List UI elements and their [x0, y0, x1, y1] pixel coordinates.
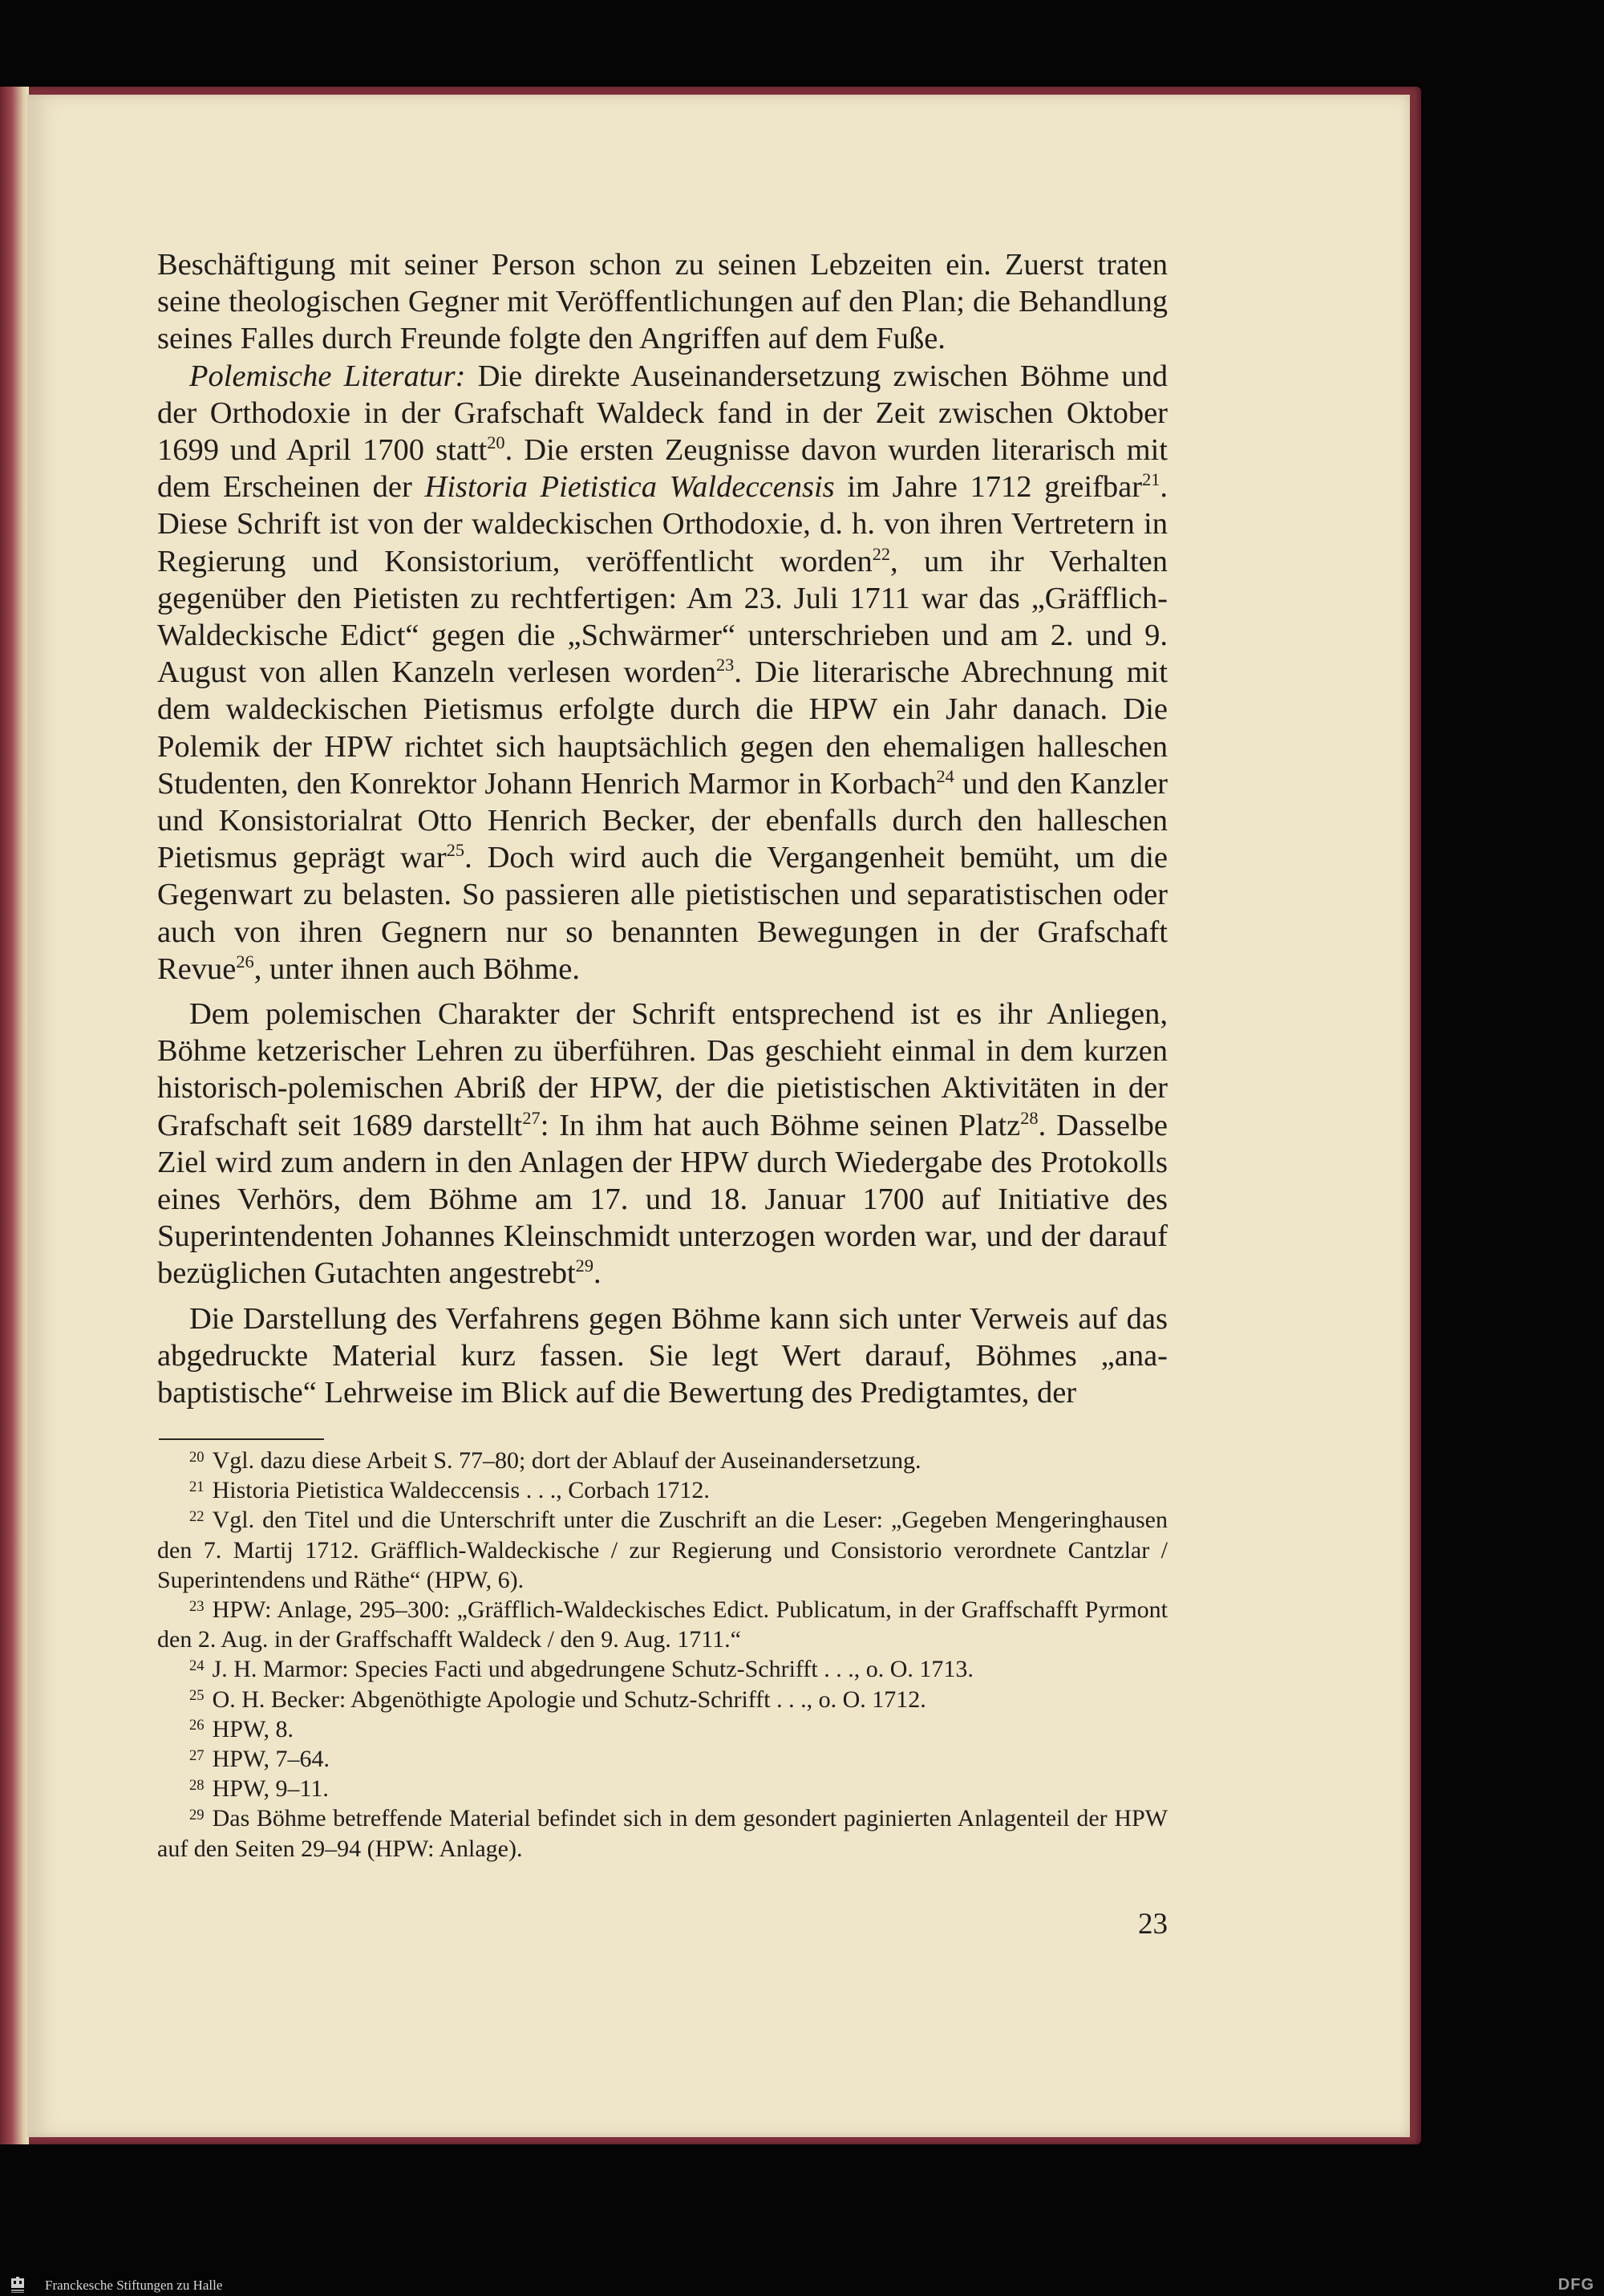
footnote-24 [157, 1654, 1168, 1684]
francke-foundations-logo-icon[interactable] [10, 2277, 26, 2294]
footnote-ref-21[interactable]: 21 [1142, 469, 1160, 490]
footnote-text: Vgl. den Titel und die Unterschrift unter die Zuschrift an die Leser: „Gegeben Mengeringhausen den 7. Martij 1712. Gräfflich-Waldeckische / zur Regierung und Consistorio verordnete Cantzlar / Superintendens und Räthe“ (HPW, 6). [157, 1507, 1168, 1593]
footnote-ref-27[interactable]: 27 [522, 1107, 541, 1128]
footnote-29 [157, 1803, 1168, 1863]
paragraph-4-text: Die Darstellung des Verfahrens gegen Böhme kann sich unter Verweis auf das abgedruckte Material kurz fassen. Sie legt Wert darauf, Böhmes „anabaptistische“ Lehrweise im Blick auf die Bewertung des Predigtamtes, der [157, 1301, 1168, 1410]
footnote-number: 24 [189, 1657, 205, 1675]
footnote-text: Historia Pietistica Waldeccensis . . ., Corbach 1712. [212, 1477, 710, 1504]
paragraph-2-text: . Die ersten Zeugnisse davon wurden literarisch mit dem Erscheinen der [157, 433, 1169, 505]
paragraph-2-text: . Diese Schrift ist von der waldeckischen Orthodoxie, d. h. von ihren Vertretern in Regierung und Konsistorium, veröffentlicht worden [157, 470, 1169, 578]
footnote-text: J. H. Marmor: Species Facti und abgedrungene Schutz-Schrifft . . ., o. O. 1713. [212, 1656, 974, 1683]
footnote-number: 22 [189, 1508, 205, 1526]
footnote-number: 26 [189, 1717, 205, 1734]
paragraph-3-text: . Dasselbe Ziel wird zum andern in den Anlagen der HPW durch Wiedergabe des Protokolls eines Verhörs, dem Böhme am 17. und 18. Januar 1700 auf Initiative des Superintendenten Johannes Kleinschmidt unterzogen worden war, und der darauf bezüglichen Gutachten angestrebt [157, 1108, 1168, 1291]
footnote-text: Vgl. dazu diese Arbeit S. 77–80; dort der Ablauf der Auseinandersetzung. [212, 1447, 921, 1474]
paragraph-2-text: . Doch wird auch die Vergangenheit bemüht, um die Gegenwart zu belasten. So passieren alle pietistischen und separatistischen oder auch von ihren Gegnern nur so benannten Bewegungen in der Grafschaft Revue [157, 841, 1168, 986]
footnote-text: HPW, 7–64. [212, 1746, 330, 1773]
footnote-26 [157, 1714, 1168, 1744]
footnote-ref-25[interactable]: 25 [446, 840, 465, 861]
footnote-ref-23[interactable]: 23 [715, 655, 735, 675]
body-text [157, 246, 1168, 1411]
footnote-text: O. H. Becker: Abgenöthigte Apologie und Schutz-Schrifft . . ., o. O. 1712. [212, 1685, 926, 1713]
paragraph-3-text: : In ihm hat auch Böhme seinen Platz [540, 1108, 1021, 1142]
footnote-text: HPW: Anlage, 295–300: „Gräfflich-Waldeckisches Edict. Publicatum, in der Graffschafft Pyrmont den 2. Aug. in der Graffschafft Waldeck / den 9. Aug. 1711.“ [157, 1596, 1168, 1653]
footnote-ref-20[interactable]: 20 [487, 432, 505, 453]
paragraph-2 [157, 358, 1168, 988]
paragraph-3 [157, 996, 1168, 1292]
paragraph-2-text: . Die literarische Abrechnung mit dem waldeckischen Pietismus erfolgte durch die HPW ein Jahr danach. Die Polemik der HPW richtet sich hauptsächlich gegen den ehemaligen halleschen Studenten, den Konrektor Johann Henrich Marmor in Korbach [157, 655, 1168, 801]
footnote-25 [157, 1685, 1168, 1714]
paragraph-2-text: Die direkte Auseinandersetzung zwischen Böhme und der Orthodoxie in der Grafschaft Waldeck fand in der Zeit zwischen Oktober 1699 und April 1700 statt [157, 359, 1168, 468]
paragraph-2-text: , um ihr Verhalten gegenüber den Pietisten zu rechtfertigen: Am 23. Juli 1711 war das „Gräfflich-Waldeckische Edict“ gegen die „Schwärmer“ unterschrieben und am 2. und 9. August von allen Kanzeln verlesen worden [157, 544, 1168, 690]
footnote-number: 29 [189, 1807, 205, 1824]
section-label: Polemische Literatur: [189, 359, 466, 393]
footnote-number: 27 [189, 1746, 205, 1764]
footnote-27 [157, 1744, 1168, 1774]
funder-label: DFG [1557, 2276, 1594, 2294]
footnote-separator [159, 1438, 324, 1440]
footnote-28 [157, 1774, 1168, 1803]
paragraph-4 [157, 1300, 1168, 1412]
footnote-number: 21 [189, 1478, 205, 1495]
paragraph-3-text: Dem polemischen Charakter der Schrift entsprechend ist es ihr Anliegen, Böhme ketzerischer Lehren zu überführen. Das geschieht einmal in dem kurzen historisch-polemischen Abriß der HPW, der die pietistischen Aktivitäten in der Grafschaft seit 1689 darstellt [157, 997, 1168, 1142]
paragraph-1 [157, 246, 1168, 358]
footnote-20 [157, 1446, 1168, 1475]
viewer-footer [0, 2275, 1604, 2296]
footnote-ref-22[interactable]: 22 [872, 543, 891, 564]
footnote-21 [157, 1475, 1168, 1505]
footnote-number: 25 [189, 1687, 205, 1705]
page-number: 23 [1138, 1908, 1168, 1941]
footnote-ref-24[interactable]: 24 [936, 766, 954, 786]
institution-label[interactable]: Franckesche Stiftungen zu Halle [45, 2278, 223, 2293]
work-title: Historia Pietistica Waldeccensis [424, 470, 835, 505]
footnote-ref-28[interactable]: 28 [1020, 1107, 1039, 1128]
footnote-text: HPW, 9–11. [212, 1775, 329, 1803]
footnote-22 [157, 1505, 1168, 1595]
footnote-number: 23 [189, 1597, 205, 1615]
footnote-text: HPW, 8. [212, 1715, 294, 1742]
footnote-ref-29[interactable]: 29 [575, 1255, 593, 1276]
book-spine-edge [0, 87, 29, 2144]
footnote-23 [157, 1595, 1168, 1654]
footnote-text: Das Böhme betreffende Material befindet sich in dem gesondert paginierten Anlagenteil der HPW auf den Seiten 29–94 (HPW: Anlage). [157, 1805, 1168, 1862]
paragraph-2-text: , unter ihnen auch Böhme. [253, 951, 580, 986]
paragraph-2-text: und den Kanzler und Konsistorialrat Otto Henrich Becker, der ebenfalls durch den halleschen Pietismus geprägt war [157, 766, 1168, 875]
footnote-ref-26[interactable]: 26 [236, 951, 254, 972]
footnotes [157, 1446, 1168, 1864]
paragraph-2-text: im Jahre 1712 greifbar [834, 470, 1143, 505]
footnote-number: 28 [189, 1776, 205, 1794]
footnote-number: 20 [189, 1448, 205, 1466]
paragraph-3-text: . [593, 1256, 602, 1291]
paragraph-1-text: Beschäftigung mit seiner Person schon zu seinen Lebzeiten ein. Zuerst traten seine theologischen Gegner mit Veröffentlichungen auf den Plan; die Behandlung seines Falles durch Freunde folgte den Angriffen auf dem Fuße. [157, 248, 1168, 356]
